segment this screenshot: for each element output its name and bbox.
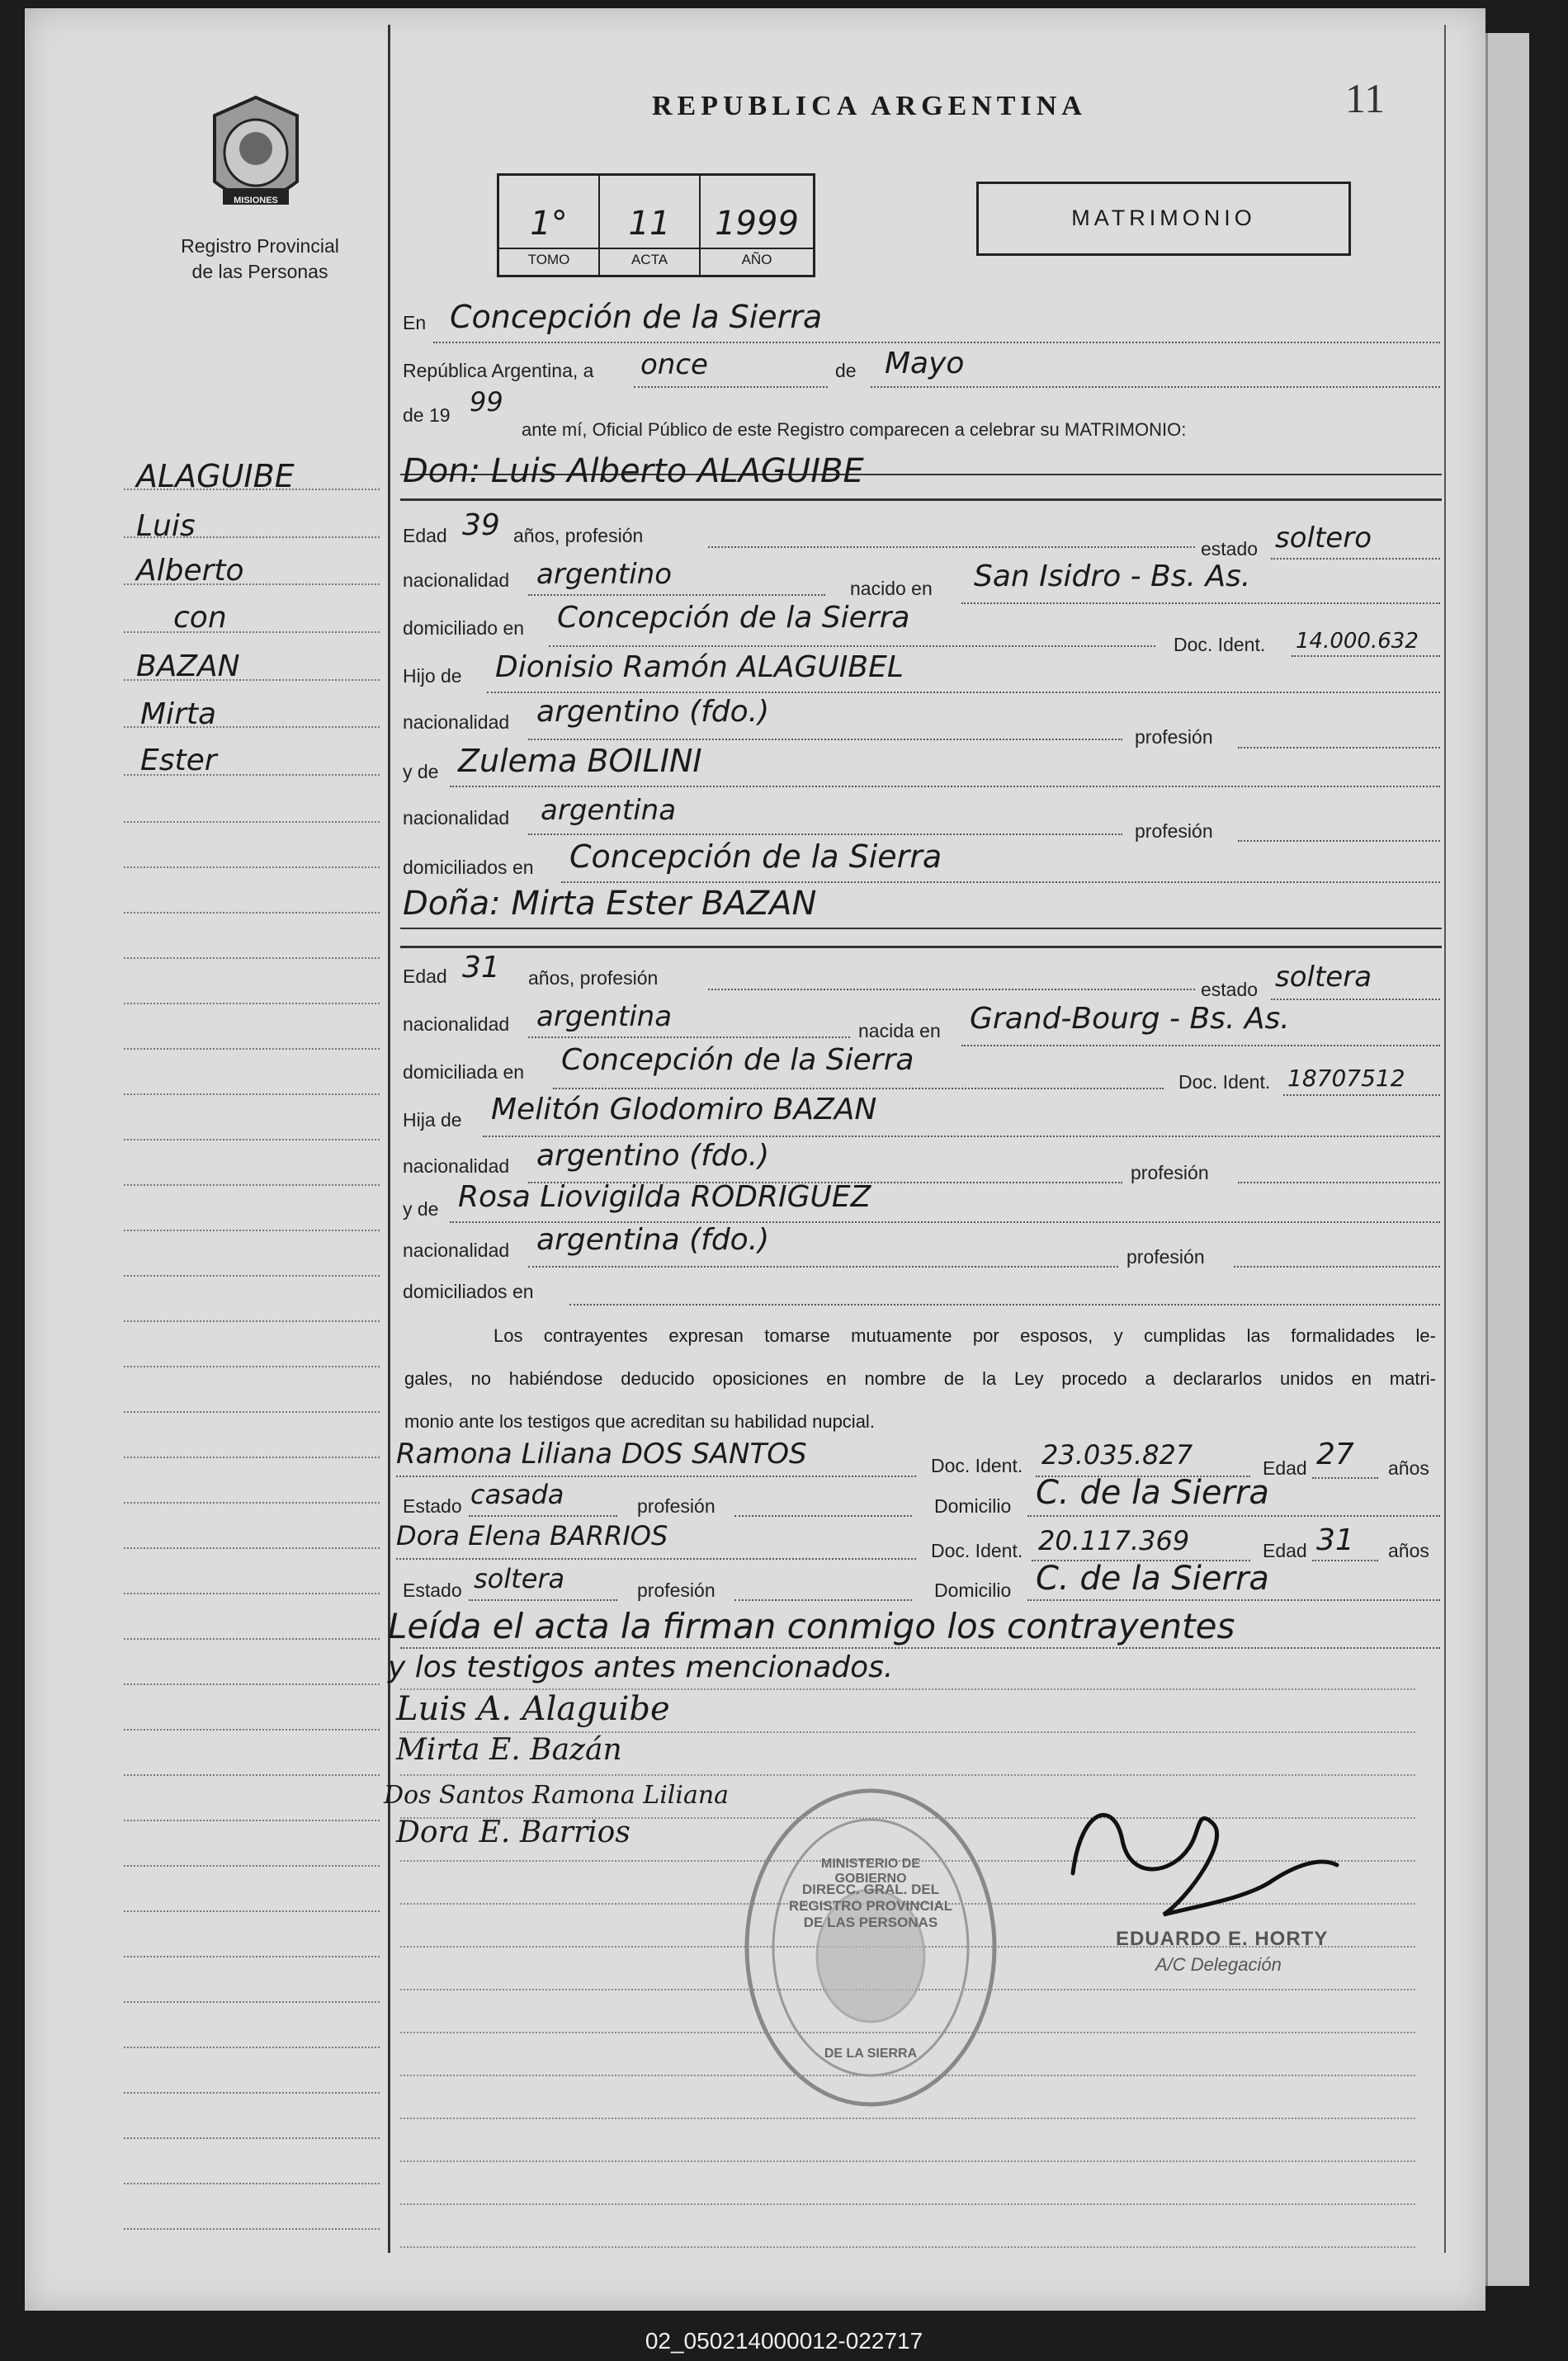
intro-day: once [640, 348, 708, 381]
line [734, 1599, 912, 1601]
groom-name: Don: Luis Alberto ALAGUIBE [403, 452, 864, 490]
edad-label: Edad [1263, 1457, 1307, 1479]
witness2-domicilio: C. de la Sierra [1036, 1560, 1269, 1598]
doc-label: Doc. Ident. [1178, 1071, 1271, 1093]
profesion-label: profesión [1131, 1162, 1209, 1183]
right-border [1444, 25, 1446, 2253]
anos-label: años [1388, 1540, 1429, 1561]
line [528, 594, 825, 596]
margin-line [124, 1003, 380, 1004]
bride-nacionalidad: argentina [536, 1000, 673, 1033]
profesion-label: profesión [1126, 1246, 1205, 1268]
section-divider [400, 946, 1442, 948]
line [400, 1774, 1415, 1776]
nacionalidad-label: nacionalidad [403, 1155, 510, 1177]
groom-doc: 14.000.632 [1296, 629, 1419, 654]
margin-line [124, 489, 380, 490]
bride-estado: soltera [1275, 961, 1372, 994]
intro-sentence: ante mí, Oficial Público de este Registro comparecen a celebrar su MATRIMONIO: [522, 419, 1187, 440]
margin-line [124, 1320, 380, 1322]
groom-parents-domicilio: Concepción de la Sierra [569, 838, 942, 875]
line [961, 1045, 1440, 1046]
line [1292, 655, 1440, 657]
page-number: 11 [1345, 75, 1386, 121]
de-label: de [835, 360, 857, 381]
margin-line [124, 1093, 380, 1095]
intro-year: 99 [470, 386, 503, 418]
intro-place: Concepción de la Sierra [450, 299, 823, 335]
witness2-estado: soltera [474, 1563, 565, 1594]
groom-mother-nacionalidad: argentina [541, 794, 677, 827]
line [708, 546, 1195, 548]
margin-note: con [173, 601, 227, 635]
nacionalidad-label: nacionalidad [403, 1240, 510, 1261]
margin-line [124, 631, 380, 633]
line [1238, 1182, 1440, 1183]
line [400, 1647, 1440, 1649]
margin-line [124, 1139, 380, 1140]
estado-label: Estado [403, 1495, 462, 1517]
edad-label: Edad [1263, 1540, 1307, 1561]
line [469, 1515, 617, 1517]
tomo-label: TOMO [499, 248, 598, 268]
stamp-ring-text: DIRECC. GRAL. DEL REGISTRO PROVINCIAL DE LAS PERSONAS [788, 1882, 953, 1930]
nacionalidad-label: nacionalidad [403, 569, 510, 591]
bride-mother: Rosa Liovigilda RODRIGUEZ [458, 1180, 871, 1214]
nacionalidad-label: nacionalidad [403, 711, 510, 733]
signature-witness1: Dos Santos Ramona Liliana [384, 1781, 730, 1810]
nacionalidad-label: nacionalidad [403, 1013, 510, 1035]
record-type-box [976, 182, 1351, 256]
margin-note: ALAGUIBE [136, 458, 295, 494]
line [1238, 840, 1440, 842]
line [400, 2160, 1415, 2162]
margin-line [124, 957, 380, 959]
line [1027, 1599, 1440, 1601]
line [400, 2118, 1415, 2119]
margin-line [124, 1774, 380, 1776]
domiciliado-label: domiciliado en [403, 617, 525, 639]
margin-note: Mirta [140, 697, 217, 731]
groom-nacionalidad: argentino [536, 558, 672, 591]
record-type: MATRIMONIO [1071, 205, 1256, 230]
page-edge [1485, 33, 1529, 2286]
margin-line [124, 1547, 380, 1549]
doc-label: Doc. Ident. [931, 1540, 1023, 1561]
line [469, 1599, 617, 1601]
margin-line [124, 1593, 380, 1594]
yde-label: y de [403, 761, 439, 782]
estado-label: estado [1201, 979, 1259, 1000]
margin-note: Luis [136, 509, 196, 543]
margin-line [124, 821, 380, 823]
margin-line [124, 2092, 380, 2094]
margin-line [124, 1683, 380, 1685]
margin-line [124, 1729, 380, 1731]
groom-father: Dionisio Ramón ALAGUIBEL [495, 650, 904, 684]
line [1234, 1266, 1440, 1268]
margin-line [124, 2183, 380, 2184]
margin-line [124, 536, 380, 538]
margin-line [124, 1048, 380, 1050]
official-title: A/C Delegación [1155, 1954, 1282, 1975]
margin-line [124, 1638, 380, 1640]
bride-father-nacionalidad: argentino (fdo.) [536, 1139, 770, 1173]
closing-line2: y los testigos antes mencionados. [388, 1650, 894, 1684]
witness1-name: Ramona Liliana DOS SANTOS [396, 1438, 807, 1471]
witness2-doc: 20.117.369 [1038, 1525, 1190, 1556]
estado-label: Estado [403, 1580, 462, 1601]
country-title: REPUBLICA ARGENTINA [652, 91, 1087, 121]
margin-note: Ester [140, 744, 217, 777]
domiciliados-label: domiciliados en [403, 1281, 534, 1302]
line [708, 989, 1195, 990]
domicilio-label: Domicilio [934, 1580, 1012, 1601]
hija-label: Hija de [403, 1109, 462, 1131]
margin-line [124, 1457, 380, 1458]
margin-line [124, 2137, 380, 2139]
margin-line [124, 726, 380, 728]
line [483, 1136, 1440, 1137]
line [528, 833, 1122, 835]
margin-line [124, 866, 380, 868]
margin-line [124, 1411, 380, 1413]
line [961, 602, 1440, 604]
registry-name-line2: de las Personas [191, 261, 328, 282]
margin-line [124, 912, 380, 914]
profesion-label: profesión [1135, 726, 1213, 748]
margin-line [124, 2001, 380, 2003]
anos-label: años [1388, 1457, 1429, 1479]
witness2-edad: 31 [1316, 1523, 1354, 1557]
nacido-label: nacido en [850, 578, 933, 599]
margin-line [124, 1502, 380, 1504]
edad-label: Edad [403, 525, 447, 546]
ano-cell [701, 176, 813, 275]
anos-label: años, profesión [513, 525, 644, 546]
hijo-label: Hijo de [403, 665, 462, 687]
bride-edad: 31 [462, 951, 500, 985]
declaration-line1: Los contrayentes expresan tomarse mutuamente por esposos, y cumplidas las formalidades le- [494, 1325, 1436, 1346]
tomo-value: 1° [530, 205, 568, 243]
ano-value: 1999 [715, 205, 799, 243]
groom-father-nacionalidad: argentino (fdo.) [536, 695, 770, 729]
margin-divider [388, 25, 390, 2253]
bride-doc: 18707512 [1287, 1065, 1405, 1092]
profesion-label: profesión [637, 1580, 716, 1601]
section-divider [400, 498, 1442, 501]
line [396, 1476, 916, 1477]
margin-note: Alberto [136, 554, 244, 588]
declaration-line2: gales, no habiéndose deducido oposiciones en nombre de la Ley procedo a declararlos unidos en matri- [404, 1368, 1436, 1389]
line [528, 739, 1122, 740]
nacida-label: nacida en [858, 1020, 941, 1041]
registry-stamp-icon [739, 1783, 1003, 2113]
bride-father: Melitón Glodomiro BAZAN [491, 1093, 877, 1126]
margin-line [124, 1910, 380, 1912]
image-footer: 02_050214000012-022717 [645, 2328, 923, 2354]
line [549, 645, 1155, 647]
line [1312, 1560, 1378, 1561]
en-label: En [403, 312, 427, 333]
line [561, 881, 1440, 883]
margin-line [124, 2047, 380, 2048]
domiciliada-label: domiciliada en [403, 1061, 525, 1083]
bride-nacida: Grand-Bourg - Bs. As. [970, 1002, 1290, 1036]
groom-domicilio: Concepción de la Sierra [557, 601, 910, 635]
profesion-label: profesión [637, 1495, 716, 1517]
line [400, 928, 1442, 929]
acta-label: ACTA [600, 248, 699, 268]
margin-line [124, 1275, 380, 1277]
line [528, 1266, 1118, 1268]
groom-edad: 39 [462, 508, 500, 542]
logo-label: MISIONES [234, 196, 278, 205]
line [400, 2246, 1415, 2248]
line [569, 1304, 1440, 1306]
line [450, 786, 1440, 787]
official-signature-icon [1056, 1783, 1353, 1948]
groom-estado: soltero [1275, 522, 1372, 555]
edad-label: Edad [403, 966, 447, 987]
signature-witness2: Dora E. Barrios [396, 1816, 631, 1849]
nacionalidad-label: nacionalidad [403, 807, 510, 829]
margin-line [124, 1366, 380, 1367]
profesion-label: profesión [1135, 820, 1213, 842]
doc-label: Doc. Ident. [1174, 634, 1266, 655]
witness1-doc: 23.035.827 [1041, 1439, 1193, 1471]
witness2-name: Dora Elena BARRIOS [396, 1520, 668, 1551]
line [433, 342, 1440, 343]
year-prefix: de 19 [403, 404, 451, 426]
margin-line [124, 1956, 380, 1957]
signature-groom: Luis A. Alaguibe [396, 1690, 670, 1728]
line [528, 1036, 850, 1038]
doc-label: Doc. Ident. [931, 1455, 1023, 1476]
margin-line [124, 774, 380, 776]
witness1-edad: 27 [1316, 1438, 1354, 1471]
closing-line1: Leída el acta la firman conmigo los contrayentes [388, 1606, 1235, 1646]
republica-label: República Argentina, a [403, 360, 594, 381]
margin-line [124, 583, 380, 585]
bride-name: Doña: Mirta Ester BAZAN [403, 885, 817, 923]
groom-mother: Zulema BOILINI [458, 743, 702, 779]
estado-label: estado [1201, 538, 1259, 560]
acta-cell [600, 176, 701, 275]
tomo-cell [499, 176, 600, 275]
margin-line [124, 2228, 380, 2230]
margin-line [124, 679, 380, 681]
anos-label: años, profesión [528, 967, 659, 989]
line [1283, 1094, 1440, 1096]
line [1271, 999, 1440, 1000]
line [734, 1515, 912, 1517]
margin-note: BAZAN [136, 649, 240, 683]
line [553, 1088, 1164, 1089]
yde-label: y de [403, 1198, 439, 1220]
margin-line [124, 1230, 380, 1231]
registry-name-line1: Registro Provincial [181, 235, 339, 257]
witness1-estado: casada [470, 1479, 564, 1510]
stamp-bottom-text: DE LA SIERRA [824, 2047, 918, 2061]
domiciliados-label: domiciliados en [403, 857, 534, 878]
bride-mother-nacionalidad: argentina (fdo.) [536, 1223, 770, 1257]
bride-domicilio: Concepción de la Sierra [561, 1043, 914, 1077]
intro-month: Mayo [885, 347, 965, 380]
witness1-domicilio: C. de la Sierra [1036, 1474, 1269, 1512]
groom-nacido: San Isidro - Bs. As. [974, 560, 1251, 593]
line [634, 386, 828, 388]
margin-line [124, 1865, 380, 1867]
line [871, 386, 1440, 388]
stamp-inner-text: MINISTERIO DE GOBIERNO [820, 1857, 920, 1886]
line [1271, 558, 1440, 560]
margin-line [124, 1820, 380, 1821]
line [1027, 1515, 1440, 1517]
line [487, 692, 1440, 693]
declaration-line3: monio ante los testigos que acreditan su habilidad nupcial. [404, 1411, 875, 1432]
line [400, 2203, 1415, 2205]
acta-value: 11 [628, 205, 671, 243]
signature-bride: Mirta E. Bazán [396, 1733, 622, 1767]
line [1238, 747, 1440, 748]
line [396, 1558, 916, 1560]
official-name: EDUARDO E. HORTY [1116, 1928, 1329, 1950]
domicilio-label: Domicilio [934, 1495, 1012, 1517]
line [1312, 1477, 1378, 1479]
record-number-box [497, 173, 815, 277]
ano-label: AÑO [701, 248, 813, 268]
margin-line [124, 1184, 380, 1186]
